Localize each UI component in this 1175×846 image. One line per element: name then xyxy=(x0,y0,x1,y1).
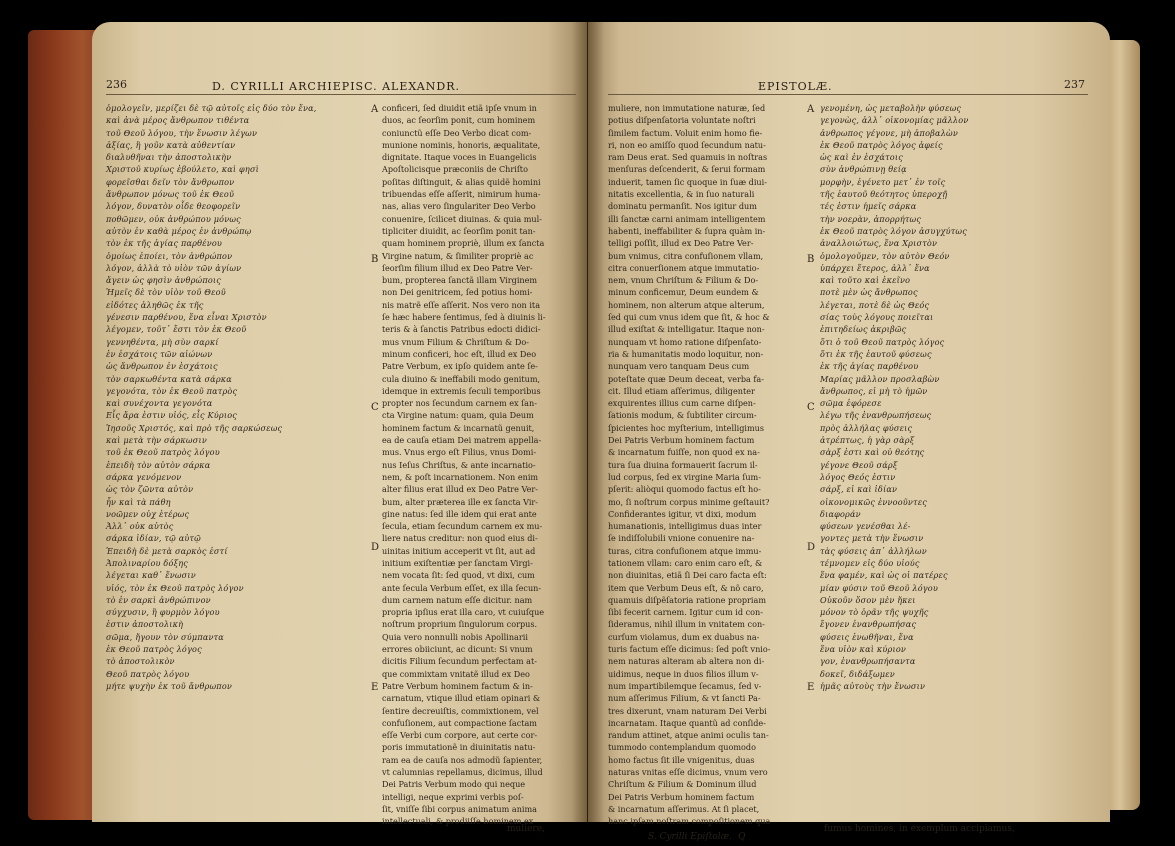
latin-text-line: dominatu permanſit. Nos igitur dum xyxy=(608,201,757,212)
latin-text-line: ria & humanitatis modo loquitur, non- xyxy=(608,348,764,359)
latin-text-line: hanc ipſam noſtram compoſitionem qua xyxy=(608,816,771,827)
right-signature: S. Cyrilli Epiſtolæ. xyxy=(648,832,732,842)
latin-text-line: illud exiſtat & intelligatur. Itaque non- xyxy=(608,324,765,335)
greek-text-line: Ἀλλ᾽ οὐκ αὐτὸς xyxy=(106,521,174,532)
latin-text-line: confuſionem, aut compactione ſactam xyxy=(382,717,537,728)
greek-text-line: λέγω τῆς ἐνανθρωπήσεως xyxy=(820,410,932,421)
right-marker-e: E xyxy=(807,682,815,693)
right-signature-mark: Q xyxy=(738,832,746,842)
latin-text-line: uinitas initium acceperit vt ſit, aut ad xyxy=(382,545,536,556)
greek-text-line: διαλυθῆναι τὴν ἀποστολικὴν xyxy=(106,152,232,163)
latin-text-line: teris & à ſanctis Patribus edocti didici- xyxy=(382,324,541,335)
latin-text-line: poris immutationẽ in diuinitatis natu- xyxy=(382,742,536,753)
greek-text-line: τές ἐστιν ἡμεῖς σάρκα xyxy=(820,201,917,212)
latin-text-line: Dei Patris Verbum hominem factum xyxy=(608,791,755,802)
latin-text-line: que commixtam vnitatẽ illud ex Deo xyxy=(382,668,530,679)
latin-text-line: citra conuerſionem atque immutatio- xyxy=(608,262,760,273)
greek-text-line: τὰς φύσεις ἀπ᾽ ἀλλήλων xyxy=(820,545,927,556)
greek-text-line: ἀτρέπτως, ἡ γὰρ σὰρξ xyxy=(820,435,915,446)
latin-text-line: turis factum eſſe dicimus: ſed poſt vnio- xyxy=(608,644,771,655)
latin-text-line: illi ſanctæ carni animam intelligentem xyxy=(608,213,766,224)
latin-text-line: tummodo contemplandum quomodo xyxy=(608,742,756,753)
latin-text-line: non Dei genitricem, ſed potius homi- xyxy=(382,287,533,298)
greek-text-line: δοκεῖ, διδάξωμεν xyxy=(820,668,895,679)
latin-text-line: habenti, ineffabiliter & ſupra quàm in- xyxy=(608,225,766,236)
right-running-head: EPISTOLÆ. xyxy=(758,80,833,93)
latin-text-line: cit. Illud etiam aſſerimus, diligenter xyxy=(608,385,755,396)
greek-text-line: ἐκ Θεοῦ πατρὸς λόγον ἀσυγχύτως xyxy=(820,225,967,236)
right-greek-column xyxy=(820,102,1090,822)
latin-text-line: vt calumnias repellamus, dicimus, illud xyxy=(382,767,543,778)
right-marker-c: C xyxy=(807,402,815,413)
latin-text-line: cta Virgine natum: quam, quia Deum xyxy=(382,410,534,421)
greek-text-line: λόγον, ἀλλὰ τὸ υἱὸν τῶν ἀγίων xyxy=(106,262,242,273)
latin-text-line: cula diuino & ineffabili modo genitum, xyxy=(382,373,541,384)
latin-text-line: alter filius erat illud ex Deo Patre Ver- xyxy=(382,484,538,495)
latin-text-line: tationem vllam: caro enim caro eſt, & xyxy=(608,557,763,568)
greek-text-line: γοντες μετὰ τὴν ἕνωσιν xyxy=(820,533,924,544)
latin-text-line: nas, alias vero ſingulariter Deo Verbo xyxy=(382,201,536,212)
greek-text-line: ἄνθρωπον μόνως τοῦ ἐκ Θεοῦ xyxy=(106,189,235,200)
greek-text-line: λέγεται, ποτὲ δὲ ὡς Θεός xyxy=(820,299,930,310)
latin-text-line: Dei Patris Verbum hominem factum xyxy=(608,435,755,446)
greek-text-line: ὡς καὶ ἐν ἐσχάτοις xyxy=(820,152,903,163)
greek-text-line: πρὸς ἀλλήλας φύσεις xyxy=(820,422,913,433)
latin-text-line: ſimilem factum. Voluit enim homo fie- xyxy=(608,127,763,138)
latin-text-line: gine natus: ſed ille idem qui erat ante xyxy=(382,508,537,519)
greek-text-line: ὑπάρχει ἕτερος, ἀλλ᾽ ἕνα xyxy=(820,262,930,273)
latin-text-line: ſecula, etiam ſecundum carnem ex mu- xyxy=(382,521,543,532)
latin-text-line: dicitis Filium ſecundum perfectam at- xyxy=(382,656,537,667)
greek-text-line: νοῶμεν οὐχ ἑτέρως xyxy=(106,508,190,519)
latin-text-line: ſideramus, nihil illum in vnitatem con- xyxy=(608,619,765,630)
latin-text-line: tres dixerunt, vnam naturam Dei Verbi xyxy=(608,705,767,716)
latin-text-line: humanationis, intelligimus duas inter xyxy=(608,521,762,532)
greek-text-line: ὁμολογεῖν, μερίζει δὲ τῷ αὐτοῖς εἰς δύο τὸν ἕνα, xyxy=(106,103,317,113)
latin-text-line: induerit, tamen ſic quoque in ſuæ diui- xyxy=(608,176,767,187)
greek-text-line: γεγονότα, τὸν ἐκ Θεοῦ πατρὸς xyxy=(106,385,238,396)
right-marker-d: D xyxy=(807,542,816,553)
latin-text-line: initium exiſtentiæ per ſanctam Virgi- xyxy=(382,557,533,568)
latin-text-line: item que Verbum Deus eſt, & nõ caro, xyxy=(608,582,764,593)
greek-text-line: ὡς τὸν ζῶντα αὐτὸν xyxy=(106,484,194,495)
latin-text-line: Dei Patris Verbum modo qui neque xyxy=(382,779,526,790)
greek-text-line: γεγονὼς, ἀλλ᾽ οἰκονομίας μᾶλλον xyxy=(820,115,969,126)
left-running-head: D. CYRILLI ARCHIEPISC. ALEXANDR. xyxy=(212,80,460,93)
latin-text-line: homo factus ſit ille vnigenitus, duas xyxy=(608,754,755,765)
latin-text-line: Patre Verbum, ex ipſo quidem ante ſe- xyxy=(382,361,538,372)
latin-text-line: naturas vnitas eſſe dicimus, vnum vero xyxy=(608,767,768,778)
greek-text-line: φορεῖσθαι δεῖν τὸν ἄνθρωπον xyxy=(106,176,235,187)
left-marker-b: B xyxy=(371,254,379,265)
right-catchword: fumus homines, in exemplum accipiamus, xyxy=(824,824,1015,834)
latin-text-line: dum carnem natum eſſe dicitur. nam xyxy=(382,594,533,605)
greek-text-line: Ἀπολιναρίου δόξης xyxy=(106,557,189,568)
latin-text-line: Virgine natum, & ſimiliter propriè ac xyxy=(382,250,534,261)
latin-text-line: nunquam vero tanquam Deus cum xyxy=(608,361,750,372)
greek-text-line: καὶ τοῦτο καὶ ἐκεῖνο xyxy=(820,275,911,286)
latin-text-line: ſibi fecerit carnem. Igitur cum id con- xyxy=(608,607,763,618)
latin-text-line: tribuendas eſſe aſſerit, nimirum huma- xyxy=(382,189,541,200)
greek-text-line: λόγος Θεός ἐστιν xyxy=(820,471,896,482)
latin-text-line: telligi poſſit, illud ex Deo Patre Ver- xyxy=(608,238,754,249)
greek-text-line: ἐκ Θεοῦ πατρὸς λόγος ἀφείς xyxy=(820,139,943,150)
latin-text-line: muliere, non immutatione naturæ, ſed xyxy=(608,103,766,113)
greek-text-line: σῶμα ἐφόρεσε xyxy=(820,398,882,409)
greek-text-line: σῶμα, ἤγουν τὸν σύμπαντα xyxy=(106,631,224,642)
greek-text-line: τὸ ἀποστολικὸν xyxy=(106,656,175,667)
latin-text-line: uidimus, neque in duos filios illum v- xyxy=(608,668,759,679)
latin-text-line: intellectuali, & prodiiſſe hominem ex xyxy=(382,816,534,827)
latin-text-line: errores obiiciunt, ac dicunt: Si vnum xyxy=(382,644,533,655)
left-head-rule xyxy=(106,94,576,95)
latin-text-line: mus. Vnus ergo eſt Filius, vnus Domi- xyxy=(382,447,537,458)
left-page-number: 236 xyxy=(106,78,127,91)
latin-text-line: & incarnatum fuiſſe, non quod ex na- xyxy=(608,447,760,458)
greek-text-line: οἰκονομικῶς ἐννοοῦντες xyxy=(820,496,927,507)
latin-text-line: num impartibilemque ſecamus, ſed v- xyxy=(608,680,762,691)
latin-text-line: incarnatam. Itaque quantũ ad conſide- xyxy=(608,717,766,728)
latin-text-line: hominem, non alterum atque alterum, xyxy=(608,299,765,310)
greek-text-line: ὁμοίως ἐποίει, τὸν ἀνθρώπον xyxy=(106,250,233,261)
latin-text-line: exquirentes illius cum carne diſpen- xyxy=(608,398,756,409)
greek-text-line: Ἐπειδὴ δὲ μετὰ σαρκὸς ἐστί xyxy=(106,545,228,556)
greek-text-line: μήτε ψυχὴν ἐκ τοῦ ἄνθρωπον xyxy=(106,680,233,691)
greek-text-line: Ἡμεῖς δὲ τὸν υἱὸν τοῦ Θεοῦ xyxy=(106,287,226,298)
latin-text-line: ri, non eo amiſſo quod ſecundum natu- xyxy=(608,139,766,150)
latin-text-line: nem vocata ſit: ſed quod, vt dixi, cum xyxy=(382,570,535,581)
greek-text-line: σάρκα ἰδίαν, τῷ αὐτῷ xyxy=(106,533,201,544)
latin-text-line: dignitate. Itaque voces in Euangelicis xyxy=(382,152,537,163)
latin-text-line: num aſſerimus Filium, & vt ſancti Pa- xyxy=(608,693,761,704)
left-marker-e: E xyxy=(371,682,379,693)
greek-text-line: διαφοράν xyxy=(820,508,861,519)
left-marker-c: C xyxy=(371,402,379,413)
greek-text-line: ὁμολογοῦμεν, τὸν αὐτὸν Θεόν xyxy=(820,250,950,261)
greek-text-line: σίας τοὺς λόγους ποιεῖται xyxy=(820,312,934,323)
latin-text-line: ſentire decreuiſtis, commixtionem, vel xyxy=(382,705,539,716)
greek-text-line: αὐτὸν ἐν καθὰ μέρος ἐν ἀνθρώπῳ xyxy=(106,225,252,236)
latin-text-line: ſpicientes hoc myſterium, intelligimus xyxy=(608,422,765,433)
latin-text-line: bum, propterea ſanctã illam Virginem xyxy=(382,275,538,286)
latin-text-line: Chriſtum & Filium & Dominum illud xyxy=(608,779,757,790)
greek-text-line: ἐκ Θεοῦ πατρὸς λόγος xyxy=(106,644,202,655)
latin-text-line: Patre Verbum hominem factum & in- xyxy=(382,680,533,691)
greek-text-line: μίαν φύσιν τοῦ Θεοῦ λόγου xyxy=(820,582,938,593)
latin-text-line: Quia vero nonnulli nobis Apollinarii xyxy=(382,631,528,642)
latin-text-line: quam hominem propriè, illum ex ſancta xyxy=(382,238,545,249)
greek-text-line: λέγομεν, τοῦτ᾽ ἔστι τὸν ἐκ Θεοῦ xyxy=(106,324,247,335)
latin-text-line: potius diſpenſatoria voluntate noſtri xyxy=(608,115,756,126)
greek-text-line: ὡς ἄνθρωπον ἐν ἐσχάτοις xyxy=(106,361,218,372)
latin-text-line: ſe indiſſolubili vnione conuenire na- xyxy=(608,533,755,544)
latin-text-line: coniunctũ eſſe Deo Verbo dicat com- xyxy=(382,127,532,138)
greek-text-line: ἐπιτηδείως ἀκριβῶς xyxy=(820,324,907,335)
greek-text-line: σὺν ἀνθρώπινῃ θείᾳ xyxy=(820,164,907,175)
latin-text-line: non diuinitas, etiã ſi Dei caro facta eſt: xyxy=(608,570,767,581)
greek-text-line: τὸν ἐκ τῆς ἁγίας παρθένου xyxy=(106,238,223,249)
greek-text-line: σὰρξ ἐστι καὶ οὐ θεότης xyxy=(820,447,925,458)
right-latin-column xyxy=(608,102,803,827)
greek-text-line: ἐπειδὴ τὸν αὐτὸν σάρκα xyxy=(106,459,211,470)
latin-text-line: minum conficemur, Deum eundem & xyxy=(608,287,759,298)
latin-text-line: ea de cauſa etiam Dei matrem appella- xyxy=(382,435,542,446)
latin-text-line: hominem factum & incarnatũ genuit, xyxy=(382,422,535,433)
latin-text-line: ram Deus erat. Sed quamuis in noſtras xyxy=(608,152,768,163)
latin-text-line: eſſe Verbi cum corpore, aut certe cor- xyxy=(382,730,538,741)
greek-text-line: ἔγονεν ἐνανθρωπήσας xyxy=(820,619,917,630)
latin-text-line: nem naturas alteram ab altera non di- xyxy=(608,656,765,667)
latin-text-line: nem, vnum Chriſtum & Filium & Do- xyxy=(608,275,759,286)
left-catchword: muliere, xyxy=(507,824,545,834)
book-gutter xyxy=(572,22,604,822)
latin-text-line: carnatum, vtique illud etiam opinari & xyxy=(382,693,541,704)
greek-text-line: τοῦ Θεοῦ λόγου, τὴν ἕνωσιν λέγων xyxy=(106,127,258,138)
greek-text-line: ἐκ τῆς ἁγίας παρθένου xyxy=(820,361,919,372)
latin-text-line: nitatis excellentia, & in ſuo naturali xyxy=(608,189,755,200)
latin-text-line: Confiderantes igitur, vt dixi, modum xyxy=(608,508,757,519)
latin-text-line: bum, alter præterea ille ex ſancta Vir- xyxy=(382,496,539,507)
latin-text-line: lud corpus, ſed ex virgine Maria ſum- xyxy=(608,471,761,482)
greek-text-line: τέμνομεν εἰς δύο υἱούς xyxy=(820,557,920,568)
latin-text-line: turas, citra confuſionem atque immu- xyxy=(608,545,762,556)
latin-text-line: poteſtate quæ Deum deceat, verba fa- xyxy=(608,373,764,384)
latin-text-line: menſuras deſcenderit, & ſerui formam xyxy=(608,164,766,175)
greek-text-line: ποτὲ μὲν ὡς ἄνθρωπος xyxy=(820,287,918,298)
greek-text-line: ἕνα υἱὸν καὶ κύριον xyxy=(820,644,907,655)
greek-text-line: μορφὴν, ἐγένετο μετ᾽ ἐν τοῖς xyxy=(820,176,946,187)
latin-text-line: ſit, vniſſe ſibi corpus animatum anima xyxy=(382,803,537,814)
latin-text-line: intelligi, neque exprimi verbis poſ- xyxy=(382,791,524,802)
latin-text-line: poſitas diſtinguit, & alias quidẽ homini xyxy=(382,176,541,187)
greek-text-line: Ἰησοῦς Χριστός, καὶ πρὸ τῆς σαρκώσεως xyxy=(106,422,283,433)
left-greek-column xyxy=(106,102,368,822)
greek-text-line: γεννηθέντα, μὴ σὺν σαρκί xyxy=(106,336,219,347)
greek-text-line: ὅτι ἐκ τῆς ἑαυτοῦ φύσεως xyxy=(820,348,932,359)
latin-text-line: ſed qui cum vnus idem que ſit, & hoc & xyxy=(608,312,770,323)
greek-text-line: τὸ ἐν σαρκὶ ἀνθρώπινον xyxy=(106,594,211,605)
latin-text-line: & incarnatum aſſerimus. At ſi placet, xyxy=(608,803,760,814)
latin-text-line: conuenire, ſcilicet diuinas. & quia mul- xyxy=(382,213,542,224)
latin-text-line: ram ea de cauſa nos admodũ ſapienter, xyxy=(382,754,543,765)
latin-text-line: noſtrum proprium ſingulorum corpus. xyxy=(382,619,538,630)
latin-text-line: nis matrẽ eſſe aſſerit. Nos vero non ita xyxy=(382,299,541,310)
latin-text-line: ante ſecula Verbum eſſet, ex illa ſecun- xyxy=(382,582,542,593)
greek-text-line: ἦν καὶ τὰ πάθη xyxy=(106,496,171,507)
greek-text-line: καὶ μετὰ τὴν σάρκωσιν xyxy=(106,435,207,446)
left-latin-column xyxy=(382,102,577,827)
greek-text-line: ἀνθρωπος γέγονε, μὴ ἀποβαλὼν xyxy=(820,127,958,138)
greek-text-line: καὶ ἀνὰ μέρος ἄνθρωπον τιθέντα xyxy=(106,115,250,126)
right-marker-a: A xyxy=(807,104,815,115)
greek-text-line: γενομένη, ὡς μεταβολὴν φύσεως xyxy=(820,103,962,113)
latin-text-line: conficeri, ſed diuidit etiã ipſe vnum in xyxy=(382,103,537,113)
latin-text-line: nunquam vt homo ratione diſpenſato- xyxy=(608,336,762,347)
latin-text-line: idemque in extremis ſeculi temporibus xyxy=(382,385,541,396)
greek-text-line: Θεοῦ πατρὸς λόγου xyxy=(106,668,190,679)
greek-text-line: ἐστιν ἀποστολικὴ xyxy=(106,619,184,630)
greek-text-line: ἀναλλοιώτως, ἕνα Χριστὸν xyxy=(820,238,938,249)
greek-text-line: φύσεων γενέσθαι λέ- xyxy=(820,521,911,532)
greek-text-line: ἄγειν ὡς φησὶν ἀνθρώποις xyxy=(106,275,222,286)
greek-text-line: σάρκα γενόμενον xyxy=(106,471,182,482)
latin-text-line: curſum violamus, dum ex duabus na- xyxy=(608,631,760,642)
greek-text-line: ἐν ἐσχάτοις τῶν αἰώνων xyxy=(106,348,213,359)
greek-text-line: λόγον, δυνατὸν οἶδε θεοφορεῖν xyxy=(106,201,241,212)
greek-text-line: ἀξίας, ἢ γοῦν κατὰ αὐθεντίαν xyxy=(106,139,236,150)
latin-text-line: ſe hæc habere ſentimus, ſed à diuinis li- xyxy=(382,312,546,323)
greek-text-line: μόνον τὸ ὁρᾶν τῆς ψυχῆς xyxy=(820,607,929,618)
greek-text-line: καὶ συνέχοντα γεγονότα xyxy=(106,398,213,409)
greek-text-line: λέγεται καθ᾽ ἕνωσιν xyxy=(106,570,196,581)
greek-text-line: Χριστοῦ κυρίως ἐβούλετο, καὶ φησὶ xyxy=(106,164,260,175)
greek-text-line: ὅτι ὁ τοῦ Θεοῦ πατρὸς λόγος xyxy=(820,336,945,347)
latin-text-line: mus vnum Filium & Chriſtum & Do- xyxy=(382,336,529,347)
latin-text-line: tura ſua diuina formauerit ſacrum il- xyxy=(608,459,758,470)
right-page-number: 237 xyxy=(1064,78,1085,91)
greek-text-line: σύγχυσιν, ἢ φυρμὸν λόγου xyxy=(106,607,220,618)
latin-text-line: randum attinet, atque animi oculis tan- xyxy=(608,730,769,741)
right-head-rule xyxy=(608,94,1088,95)
greek-text-line: ἄνθρωπος, εἰ μὴ τὸ ἡμῶν xyxy=(820,385,928,396)
greek-text-line: τὸν σαρκωθέντα κατὰ σάρκα xyxy=(106,373,232,384)
greek-text-line: τοῦ ἐκ Θεοῦ πατρὸς λόγου xyxy=(106,447,220,458)
greek-text-line: ἡμᾶς αὐτοὺς τὴν ἕνωσιν xyxy=(820,680,926,691)
greek-text-line: γον, ἐνανθρωπήσαντα xyxy=(820,656,916,667)
left-page xyxy=(92,22,587,834)
greek-text-line: υἱός, τὸν ἐκ Θεοῦ πατρὸς λόγον xyxy=(106,582,244,593)
latin-text-line: minum conficeri, hoc eſt, illud ex Deo xyxy=(382,348,537,359)
latin-text-line: liere natus creditur: non quod eius di- xyxy=(382,533,538,544)
greek-text-line: Μαρίας μᾶλλον προσλαβὼν xyxy=(820,373,940,384)
latin-text-line: mo, ſi noſtrum corpus minime geſtauit? xyxy=(608,496,770,507)
left-marker-a: A xyxy=(371,104,379,115)
greek-text-line: Εἷς ἄρα ἐστιν υἱός, εἷς Κύριος xyxy=(106,410,238,421)
right-page xyxy=(588,22,1110,842)
greek-text-line: ποθῶμεν, οὐκ ἀνθρώπου μόνως xyxy=(106,213,241,224)
greek-text-line: γέγονε Θεοῦ σάρξ xyxy=(820,459,898,470)
latin-text-line: tipliciter diuidit, ac ſeorſim ponit tan- xyxy=(382,225,536,236)
greek-text-line: τῆς ἑαυτοῦ θεότητος ὑπεροχῇ xyxy=(820,189,948,200)
latin-text-line: bum vnimus, citra confuſionem vllam, xyxy=(608,250,764,261)
latin-text-line: munione nominis, honoris, æqualitate, xyxy=(382,139,541,150)
latin-text-line: propria ipſius erat illa caro, vt cuiuſque xyxy=(382,607,545,618)
latin-text-line: quamuis diſpẽſatoria ratione propriam xyxy=(608,594,767,605)
greek-text-line: Οὐκοῦν ὅσον μὲν ἥκει xyxy=(820,594,916,605)
right-marker-b: B xyxy=(807,254,815,265)
left-marker-d: D xyxy=(371,542,380,553)
greek-text-line: ἕνα φαμέν, καὶ ὡς οἱ πατέρες xyxy=(820,570,948,581)
greek-text-line: γένεσιν παρθένου, ἕνα εἶναι Χριστὸν xyxy=(106,312,267,323)
latin-text-line: Apoſtolicisque præconiis de Chriſto xyxy=(382,164,528,175)
latin-text-line: pſerit: aliòqui quomodo factus eſt ho- xyxy=(608,484,761,495)
greek-text-line: φύσεις ἑνωθῆναι, ἕνα xyxy=(820,631,914,642)
latin-text-line: ſeorſim filium illud ex Deo Patre Ver- xyxy=(382,262,533,273)
latin-text-line: nem, & poſt incarnationem. Non enim xyxy=(382,471,539,482)
latin-text-line: duos, ac ſeorſim ponit, cum hominem xyxy=(382,115,536,126)
greek-text-line: σάρξ, εἰ καὶ ἰδίαν xyxy=(820,484,898,495)
latin-text-line: ſationis modum, & ſubtiliter circum- xyxy=(608,410,757,421)
greek-text-line: τὴν νοερὰν, ἀπορρήτως xyxy=(820,213,922,224)
latin-text-line: propter nos ſecundum carnem ex ſan- xyxy=(382,398,537,409)
latin-text-line: nus Ieſus Chriſtus, & ante incarnatio- xyxy=(382,459,536,470)
greek-text-line: εἰδότες ἀληθῶς ἐκ τῆς xyxy=(106,299,204,310)
